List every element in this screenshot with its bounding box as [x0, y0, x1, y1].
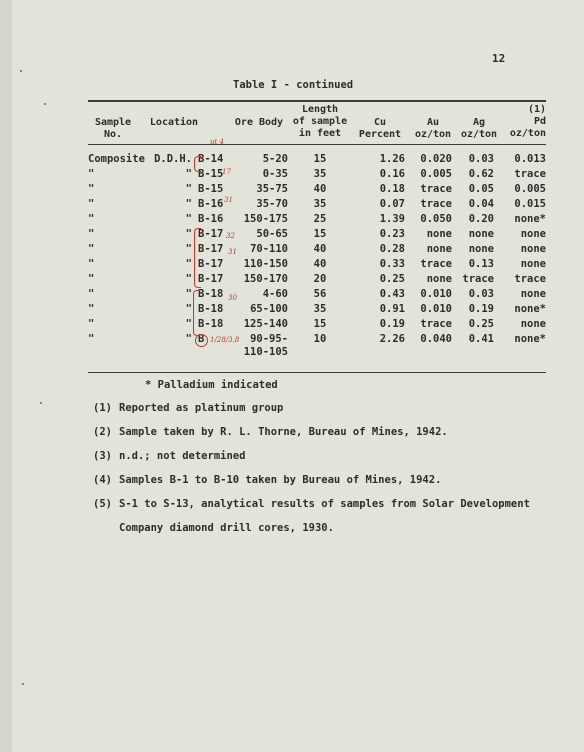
cell-ag: none	[468, 228, 494, 240]
cell-depth: 35-70	[256, 198, 288, 210]
cell-sample: "	[88, 183, 95, 195]
cell-pd: none*	[514, 303, 546, 315]
header-cu: Cu Percent	[358, 117, 402, 140]
header-au: Au oz/ton	[414, 117, 452, 140]
cell-ore-body: B-18	[198, 303, 224, 315]
cell-length: 35	[313, 303, 327, 315]
cell-depth: 70-110	[250, 243, 288, 255]
footnote-3-marker: (3)	[93, 450, 112, 462]
cell-location: "	[185, 303, 192, 315]
cell-location: "	[185, 228, 192, 240]
cell-length: 15	[313, 318, 327, 330]
header-sample: Sample No.	[94, 117, 132, 140]
cell-sample: "	[88, 243, 95, 255]
cell-location: "	[185, 288, 192, 300]
cell-location: "	[185, 183, 192, 195]
cell-depth: 110-150	[243, 258, 288, 270]
page-edge	[0, 0, 12, 752]
footnote-4-marker: (4)	[93, 474, 112, 486]
cell-location: "	[185, 258, 192, 270]
handwritten-annotation: 17	[222, 168, 231, 176]
table-top-rule	[88, 100, 546, 102]
header-location: Location	[149, 117, 199, 128]
cell-cu: 0.07	[379, 198, 405, 210]
footnote-1: Reported as platinum group	[119, 402, 284, 414]
table-title: Table I - continued	[233, 79, 354, 91]
cell-au: 0.020	[420, 153, 452, 165]
cell-sample: Composite	[88, 153, 145, 165]
cell-ag: 0.05	[468, 183, 494, 195]
cell-pd: 0.005	[514, 183, 546, 195]
cell-au: 0.005	[420, 168, 452, 180]
cell-cu: 0.25	[379, 273, 405, 285]
footnote-palladium: * Palladium indicated	[145, 379, 278, 391]
cell-pd: none*	[514, 213, 546, 225]
cell-length: 35	[313, 168, 327, 180]
scan-speck	[40, 402, 42, 404]
cell-sample: "	[88, 273, 95, 285]
cell-cu: 0.28	[379, 243, 405, 255]
cell-length: 40	[313, 243, 327, 255]
cell-sample: "	[88, 228, 95, 240]
cell-au: 0.040	[420, 333, 452, 345]
cell-au: 0.050	[420, 213, 452, 225]
scan-speck	[22, 683, 24, 685]
cell-sample: "	[88, 168, 95, 180]
cell-ore-body: B-17	[198, 243, 224, 255]
cell-cu: 1.39	[379, 213, 405, 225]
cell-depth: 35-75	[256, 183, 288, 195]
cell-sample: "	[88, 258, 95, 270]
cell-depth: 50-65	[256, 228, 288, 240]
table-bottom-rule	[88, 372, 546, 373]
cell-ag: 0.04	[468, 198, 494, 210]
cell-location: "	[185, 198, 192, 210]
cell-pd: 0.013	[514, 153, 546, 165]
page-number: 12	[492, 52, 506, 65]
handwritten-annotation: 30	[228, 294, 237, 302]
scan-speck	[44, 103, 46, 105]
cell-pd: none	[520, 228, 546, 240]
cell-location: "	[185, 333, 192, 345]
cell-pd: none	[520, 318, 546, 330]
cell-depth: 4-60	[262, 288, 288, 300]
footnote-1-marker: (1)	[93, 402, 112, 414]
cell-cu: 0.23	[379, 228, 405, 240]
cell-ore-body: B-14	[198, 153, 224, 165]
cell-ore-body: B-15	[198, 168, 224, 180]
cell-ore-body: B-18	[198, 318, 224, 330]
cell-sample: "	[88, 318, 95, 330]
cell-location: D.D.H.	[154, 153, 192, 165]
cell-sample: "	[88, 213, 95, 225]
cell-cu: 0.19	[379, 318, 405, 330]
cell-au: trace	[420, 318, 452, 330]
cell-au: trace	[420, 198, 452, 210]
cell-au: 0.010	[420, 303, 452, 315]
cell-cu: 0.16	[379, 168, 405, 180]
cell-depth: 65-100	[250, 303, 288, 315]
cell-length: 35	[313, 198, 327, 210]
cell-cu: 1.26	[379, 153, 405, 165]
cell-ag: none	[468, 243, 494, 255]
cell-ag: 0.19	[468, 303, 494, 315]
cell-au: trace	[420, 258, 452, 270]
cell-depth: 125-140	[243, 318, 288, 330]
cell-pd: 0.015	[514, 198, 546, 210]
cell-length: 56	[313, 288, 327, 300]
cell-ag: 0.13	[468, 258, 494, 270]
cell-cu: 0.33	[379, 258, 405, 270]
cell-ag: 0.25	[468, 318, 494, 330]
footnote-4: Samples B-1 to B-10 taken by Bureau of Mines, 1942.	[119, 474, 442, 486]
cell-au: none	[426, 273, 452, 285]
footnote-5-marker: (5)	[93, 498, 112, 510]
cell-ag: 0.41	[468, 333, 494, 345]
cell-pd: trace	[514, 273, 546, 285]
cell-ore-body: B-18	[198, 288, 224, 300]
cell-pd: none*	[514, 333, 546, 345]
cell-length: 40	[313, 258, 327, 270]
cell-cu: 0.18	[379, 183, 405, 195]
cell-depth: 150-175	[243, 213, 288, 225]
cell-location: "	[185, 273, 192, 285]
footnote-2: Sample taken by R. L. Thorne, Bureau of Mines, 1942.	[119, 426, 448, 438]
cell-pd: trace	[514, 168, 546, 180]
handwritten-annotation: ut 4	[210, 138, 224, 146]
footnote-5: S-1 to S-13, analytical results of samples from Solar Development	[119, 498, 530, 510]
cell-ore-body: B	[198, 333, 205, 345]
cell-ore-body: B-17	[198, 228, 224, 240]
cell-ag: 0.62	[468, 168, 494, 180]
cell-ore-body: B-17	[198, 258, 224, 270]
cell-length: 40	[313, 183, 327, 195]
cell-ag: 0.03	[468, 153, 494, 165]
cell-length: 15	[313, 153, 327, 165]
cell-ore-body: B-15	[198, 183, 224, 195]
header-length: Length of sample in feet	[292, 104, 348, 139]
handwritten-circle	[195, 334, 208, 347]
cell-cu: 0.91	[379, 303, 405, 315]
handwritten-bracket	[194, 156, 201, 172]
cell-location: "	[185, 168, 192, 180]
cell-ag: 0.20	[468, 213, 494, 225]
cell-pd: none	[520, 258, 546, 270]
cell-au: none	[426, 243, 452, 255]
handwritten-annotation: 31	[228, 248, 237, 256]
header-bottom-rule	[88, 144, 546, 145]
cell-cu: 0.43	[379, 288, 405, 300]
header-ag: Ag oz/ton	[460, 117, 498, 140]
handwritten-annotation: 32	[226, 232, 235, 240]
handwritten-annotation: 1/28/3,8	[210, 336, 240, 344]
cell-sample: "	[88, 198, 95, 210]
cell-sample: "	[88, 303, 95, 315]
cell-ag: trace	[462, 273, 494, 285]
cell-location: "	[185, 318, 192, 330]
cell-depth: 5-20	[262, 153, 288, 165]
cell-length: 10	[313, 333, 327, 345]
handwritten-annotation: 31	[224, 196, 233, 204]
cell-sample: "	[88, 333, 95, 345]
cell-au: 0.010	[420, 288, 452, 300]
cell-sample: "	[88, 288, 95, 300]
handwritten-bracket	[194, 228, 201, 288]
handwritten-bracket	[193, 290, 200, 336]
cell-location: "	[185, 243, 192, 255]
cell-length: 15	[313, 228, 327, 240]
header-pd: (1) Pd oz/ton	[509, 104, 546, 139]
cell-length: 25	[313, 213, 327, 225]
scan-speck	[20, 70, 22, 72]
header-ore-body: Ore Body	[234, 117, 284, 128]
cell-pd: none	[520, 243, 546, 255]
cell-ore-body: B-17	[198, 273, 224, 285]
cell-depth: 150-170	[243, 273, 288, 285]
cell-cu: 2.26	[379, 333, 405, 345]
footnote-3: n.d.; not determined	[119, 450, 246, 462]
cell-ore-body: B-16	[198, 213, 224, 225]
cell-au: trace	[420, 183, 452, 195]
cell-ag: 0.03	[468, 288, 494, 300]
cell-depth: 90-95- 110-105	[243, 333, 288, 358]
footnote-2-marker: (2)	[93, 426, 112, 438]
footnote-5-continued: Company diamond drill cores, 1930.	[119, 522, 334, 534]
cell-pd: none	[520, 288, 546, 300]
cell-depth: 0-35	[262, 168, 288, 180]
cell-ore-body: B-16	[198, 198, 224, 210]
cell-au: none	[426, 228, 452, 240]
cell-location: "	[185, 213, 192, 225]
cell-length: 20	[313, 273, 327, 285]
